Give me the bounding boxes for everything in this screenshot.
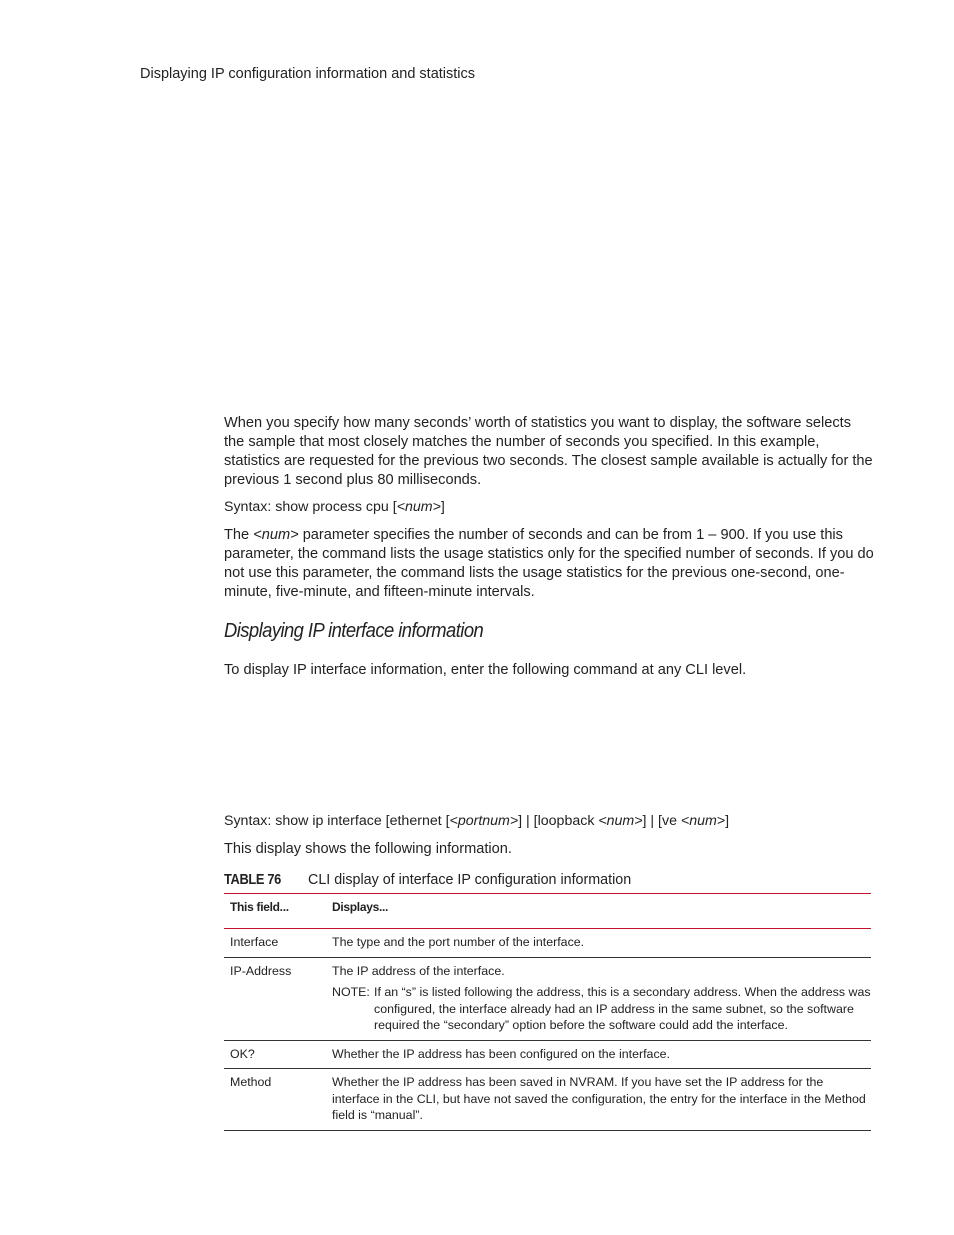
- ip-intro: To display IP interface information, enter the following command at any CLI level.: [224, 662, 747, 678]
- param-post: parameter specifies the number of seconds and can be from 1 – 900. If you use this parameter, the command lists the usage statistics only for the specified number of seconds. If you do not use this parameter, the command lists the usage statistics for the previous one-second, one-minute, five-minute, and fifteen-minute intervals.: [224, 527, 874, 600]
- row-description: The type and the port number of the interface.: [332, 935, 585, 949]
- syntax-part-4: ]: [725, 813, 730, 829]
- syntax-param-portnum: <portnum>: [449, 813, 519, 829]
- param-name: <num>: [253, 527, 299, 543]
- field-description-table: [224, 893, 871, 1131]
- running-header: Displaying IP configuration information and statistics: [140, 66, 476, 82]
- row-field: OK?: [230, 1046, 255, 1061]
- table-row: [224, 957, 871, 1040]
- row-description: Whether the IP address has been configured on the interface.: [332, 1046, 670, 1061]
- note-block: [332, 984, 871, 1034]
- row-field: Method: [230, 1075, 272, 1089]
- syntax-part-2: ] | [loopback: [518, 813, 599, 829]
- table-header-row: [224, 894, 871, 929]
- table-caption: [224, 872, 874, 888]
- syntax-param-num-1: <num>: [598, 813, 643, 829]
- table-caption-text: CLI display of interface IP configuration information: [308, 872, 632, 888]
- row-field: IP-Address: [230, 963, 292, 978]
- table-tag: TABLE 76: [224, 872, 281, 888]
- syntax-param: <num>: [396, 499, 441, 515]
- note-label: NOTE:: [332, 985, 370, 999]
- syntax-command: Syntax: show process cpu [: [224, 499, 397, 515]
- table-row: [224, 929, 871, 958]
- syntax-part-3: ] | [ve: [642, 813, 681, 829]
- header-field: This field...: [230, 900, 289, 914]
- cpu-intro-paragraph: When you specify how many seconds’ worth of statistics you want to display, the software selects the sample that most closely matches the number of seconds you specified. In this example, statistics are requested for the previous two seconds. The closest sample available is actually for the previous 1 second plus 80 milliseconds.: [224, 415, 873, 488]
- table-row: [224, 1040, 871, 1069]
- cpu-syntax-line: [224, 499, 445, 515]
- note-text: If an “s” is listed following the address, this is a secondary address. When the address was configured, the interface already had an IP address in the same subnet, so the software required the “secondary” option before the software could add the interface.: [374, 985, 871, 1032]
- param-pre: The: [224, 527, 254, 543]
- row-description-cell: [332, 957, 871, 1040]
- ip-syntax-line: [224, 813, 729, 829]
- table-row: [224, 1069, 871, 1131]
- param-description: [224, 526, 874, 602]
- syntax-part-1: Syntax: show ip interface [ethernet [: [224, 813, 450, 829]
- syntax-close: ]: [440, 499, 445, 515]
- section-heading: Displaying IP interface information: [224, 620, 484, 642]
- row-description: Whether the IP address has been saved in NVRAM. If you have set the IP address for the interface in the CLI, but have not saved the configuration, the entry for the interface in the Method field is “manual”.: [332, 1075, 866, 1122]
- header-displays: Displays...: [332, 900, 389, 914]
- syntax-param-num-2: <num>: [680, 813, 726, 829]
- row-field: Interface: [230, 935, 279, 949]
- row-description: The IP address of the interface.: [332, 963, 505, 978]
- display-info-text: This display shows the following information.: [224, 841, 512, 857]
